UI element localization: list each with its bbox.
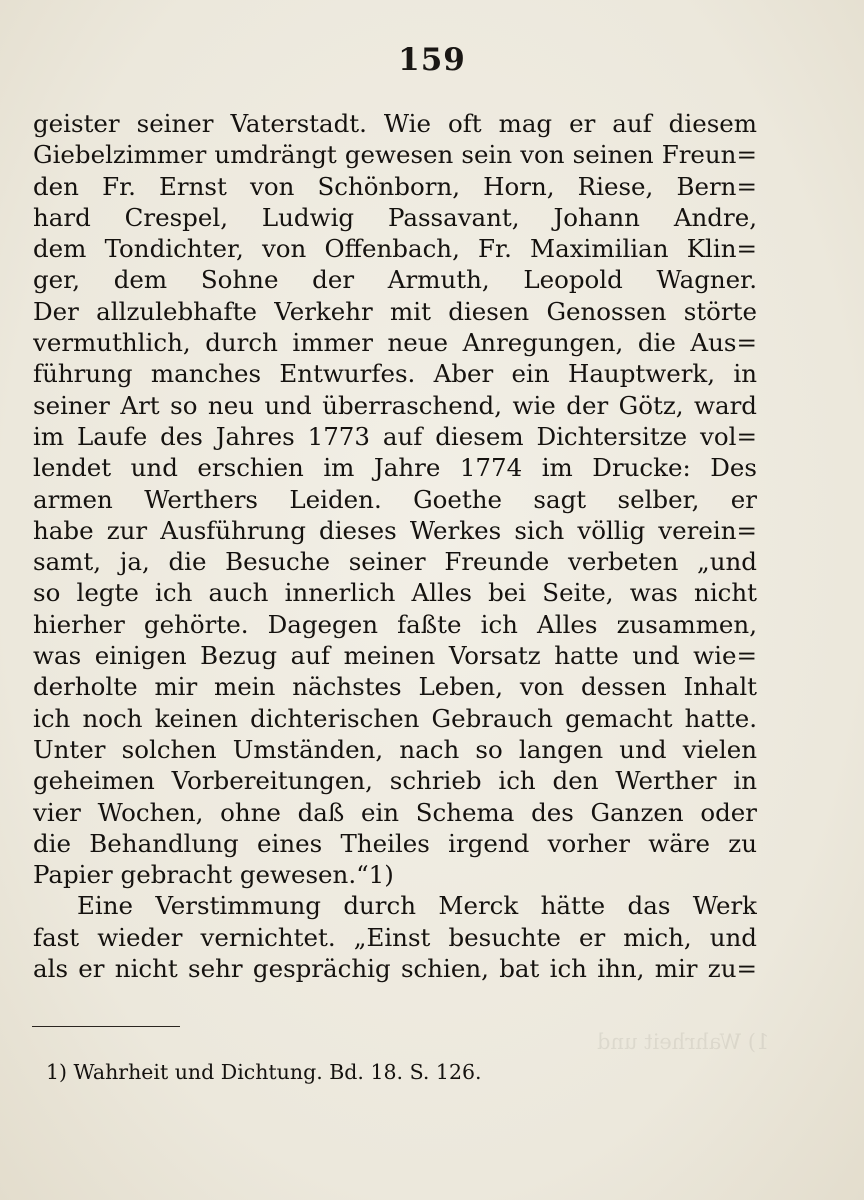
text-line: die Behandlung eines Theiles irgend vorher wäre zu xyxy=(33,828,757,858)
text-line: Eine Verstimmung durch Merck hätte das Werk xyxy=(77,891,757,921)
text-line: samt, ja, die Besuche seiner Freunde verbeten „und xyxy=(33,547,757,577)
text-line: seiner Art so neu und überraschend, wie der Götz, ward xyxy=(33,390,757,420)
text-line: geheimen Vorbereitungen, schrieb ich den Werther in xyxy=(33,766,757,796)
text-line: hierher gehörte. Dagegen faßte ich Alles zusammen, xyxy=(33,609,757,639)
text-line: was einigen Bezug auf meinen Vorsatz hatte und wie= xyxy=(33,641,757,671)
text-line: geister seiner Vaterstadt. Wie oft mag er auf diesem xyxy=(33,109,757,138)
text-line: Der allzulebhafte Verkehr mit diesen Genossen störte xyxy=(33,296,757,326)
text-line: ich noch keinen dichterischen Gebrauch gemacht hatte. xyxy=(33,703,757,733)
text-line: Unter solchen Umständen, nach so langen und vielen xyxy=(33,734,757,764)
text-line: Papier gebracht gewesen.“1) xyxy=(33,860,394,890)
page-number: 159 xyxy=(398,42,466,78)
text-line: so legte ich auch innerlich Alles bei Seite, was nicht xyxy=(33,578,757,608)
footnote-divider xyxy=(32,1026,180,1027)
text-line: fast wieder vernichtet. „Einst besuchte er mich, und xyxy=(33,922,757,952)
text-line: Giebelzimmer umdrängt gewesen sein von seinen Freun= xyxy=(33,140,757,170)
text-line: armen Werthers Leiden. Goethe sagt selber, er xyxy=(33,484,757,514)
text-line: als er nicht sehr gesprächig schien, bat ich ihn, mir zu= xyxy=(33,954,757,984)
text-line: ger, dem Sohne der Armuth, Leopold Wagner. xyxy=(33,265,757,295)
body-text xyxy=(33,108,757,984)
text-line: im Laufe des Jahres 1773 auf diesem Dichtersitze vol= xyxy=(33,421,757,451)
text-line: habe zur Ausführung dieses Werkes sich völlig verein= xyxy=(33,515,757,545)
text-line: den Fr. Ernst von Schönborn, Horn, Riese, Bern= xyxy=(33,171,757,201)
text-line: hard Crespel, Ludwig Passavant, Johann Andre, xyxy=(33,202,757,232)
text-line: dem Tondichter, von Offenbach, Fr. Maximilian Klin= xyxy=(33,234,757,264)
footnote: 1) Wahrheit und Dichtung. Bd. 18. S. 126. xyxy=(46,1060,482,1084)
bleed-through-text: 1) Wahrheit und xyxy=(596,1030,769,1054)
text-line: führung manches Entwurfes. Aber ein Hauptwerk, in xyxy=(33,359,757,389)
text-line: derholte mir mein nächstes Leben, von dessen Inhalt xyxy=(33,672,757,702)
text-line: vermuthlich, durch immer neue Anregungen, die Aus= xyxy=(33,328,757,358)
text-line: lendet und erschien im Jahre 1774 im Drucke: Des xyxy=(33,453,757,483)
text-line: vier Wochen, ohne daß ein Schema des Ganzen oder xyxy=(33,797,757,827)
